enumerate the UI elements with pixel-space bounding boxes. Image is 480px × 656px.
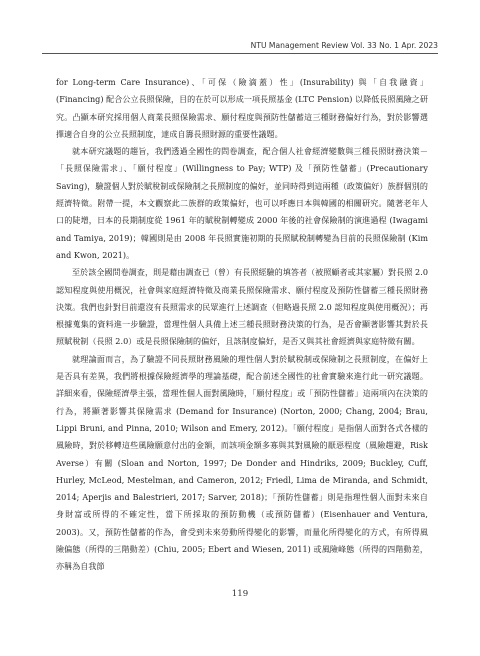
header-rule bbox=[42, 53, 438, 54]
running-header bbox=[42, 41, 438, 55]
paragraph: for Long-term Care Insurance)、「可保（險滴蓋）性」(Insurability) 與「自我融資」(Financing) 配合公立長照保險，目的在於可以形成一項長照基金 (LTC Pension) 以降低長照風險之研究。凸顯本研究採用個人商業長照保險需求、願付程度與預防性儲蓄這三種財務偏好行為，對於影響選擇適合自身的公立長照制度，達成自籌長照財源的重要性議題。 bbox=[56, 78, 428, 139]
journal-title: NTU Management Review Vol. 33 No. 1 Apr. 2023 bbox=[250, 41, 438, 50]
paragraph: 就理論面而言，為了驗證不同長照財務風險的理性個人對於賦稅制或保險制之長照制度，在偏好上是否具有差異，我們將根據保險經濟學的理論基礎，配合前述全國性的社會實驗來進行此一研究議題。詳細來看，保險經濟學主張，當理性個人面對風險時，「願付程度」或「預防性儲蓄」這兩項內在決策的行為，將顯著影響其保險需求 (Demand for Insurance) (Norton, 2000; Chang, 2004; Brau, Lippi Bruni, and Pinna, 2010; Wilson and Emery, 2012)。「願付程度」是指個人面對各式各樣的風險時，對於移轉這些風險願意付出的金額，而該項金額多寡與其對風險的厭惡程度（風險趨避，Risk Averse）有關 (Sloan and Norton, 1997; De Donder and Hindriks, 2009; Buckley, Cuff, Hurley, McLeod, Mestelman, and Cameron, 2012; Friedl, Lima de Miranda, and Schmidt, 2014; Aperjis and Balestrieri, 2017; Sarver, 2018)；「預防性儲蓄」則是指理性個人面對未來自身財富或所得的不確定性，當下所採取的預防動機（或預防儲蓄）(Eisenhauer and Ventura, 2003)。又，預防性儲蓄的作為，會受到未來勞動所得變化的影響，而量化所得變化的方式，有所得風險偏態（所得的三階動差）(Chiu, 2005; Ebert and Wiesen, 2011) 或風險峰態（所得的四階動差，亦稱為自我節 bbox=[56, 354, 428, 572]
page-number: 119 bbox=[231, 589, 249, 599]
body-text bbox=[56, 74, 428, 576]
paragraph: 就本研究議題的趨旨，我們透過全國性的問卷調查，配合個人社會經濟變數與三種長照財務決策－「長照保險需求」、「願付程度」(Willingness to Pay; WTP) 及「預防性儲蓄」(Precautionary Saving)，驗證個人對於賦稅制或保險制之長照制度的偏好，並同時得到這兩種（政策偏好）族群個別的經濟特徵。附帶一提，本文觀察此二族群的政策偏好，也可以呼應日本與韓國的相關研究。隨著老年人口的陡增，日本的長期制度從 1961 年的賦稅制轉變成 2000 年後的社會保險制的演進過程 (Iwagami and Tamiya, 2019)；韓國則是由 2008 年長照實施初期的長照賦稅制轉變為目前的長照保險制 (Kim and Kwon, 2021)。 bbox=[56, 147, 428, 260]
paragraph: 至於該全國問卷調查，則是藉由調查已（曾）有長照經驗的填答者（被照顧者或其家屬）對長照 2.0 認知程度與使用概況，社會與家庭經濟特徵及商業長照保險需求、願付程度及預防性儲蓄三種長照財務決策。我們也針對目前還沒有長照需求的民眾進行上述調查（但略過長照 2.0 認知程度與使用概況）；再根據蒐集的資料進一步驗證，當理性個人具備上述三種長照財務決策的行為，是否會顯著影響其對於長照賦稅制（長照 2.0）或是長照保險制的偏好，且該制度偏好，是否又與其社會經濟與家庭特徵有關。 bbox=[56, 268, 428, 347]
